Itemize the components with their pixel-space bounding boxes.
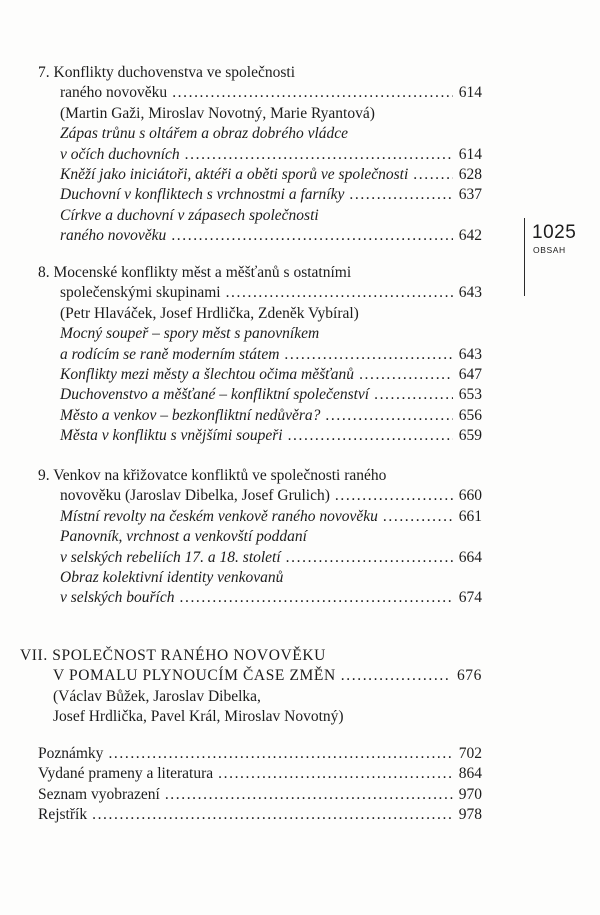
section-title: Venkov na křižovatce konfliktů ve společnosti raného [53,467,387,484]
leader-dots [180,588,453,608]
toc-entry: Seznam vyobrazení ..... 970 [38,785,482,805]
page-ref: 978 [458,806,482,824]
section-title-line [38,83,482,103]
toc-entry: Obraz kolektivní identity venkovanů [60,568,284,586]
page-ref: 676 [456,667,482,685]
section-title-line: společenskými skupinami ..... 643 [38,283,482,303]
leader-dots [218,764,453,784]
toc-entry: Mocný soupeř – spory měst s panovníkem [60,325,320,343]
section-title-line [38,466,482,486]
toc-entry: Místní revolty na českém venkově raného novověku ..... 661 [38,507,482,527]
toc-entry: Města v konfliktu s vnějšími soupeři ..... 659 [38,426,482,446]
toc-entry: a rodícím se raně moderním státem ..... 643 [38,345,482,365]
page-ref: 661 [458,507,482,525]
section-title-line [38,63,482,83]
leader-dots [341,666,451,686]
leader-dots [325,406,452,426]
page-ref: 643 [458,284,482,302]
page-ref: 660 [458,487,482,505]
chapter-title: SPOLEČNOST RANÉHO NOVOVĚKU [52,647,326,664]
leader-dots [185,145,453,165]
chapter-authors: Josef Hrdlička, Pavel Král, Miroslav Novotný) [53,708,344,726]
page-ref: 659 [458,427,482,445]
section-title: Mocenské konflikty měst a měšťanů s ostatními [53,264,352,281]
leader-dots [288,426,453,446]
page-ref: 970 [458,785,482,803]
leader-dots [383,507,453,527]
toc-entry: Konflikty mezi městy a šlechtou očima měšťanů ..... 647 [38,365,482,385]
toc-entry: v očích duchovních ..... 614 [38,145,482,165]
leader-dots [359,365,453,385]
toc-section-9 [38,466,482,609]
page-ref: 702 [458,745,482,762]
chapter-authors: (Václav Bůžek, Jaroslav Dibelka, [53,687,261,705]
page-number: 1025 [532,222,577,243]
page-ref: 637 [458,186,482,204]
page-marker-rule [524,218,525,296]
section-number: 7. [38,64,50,81]
page-ref: 614 [458,84,482,102]
page-ref: 643 [458,345,482,363]
toc-section-7 [38,63,482,247]
leader-dots [349,185,452,205]
toc-entry: Poznámky ..... 702 [38,744,482,764]
toc-section-8 [38,263,482,447]
section-authors: (Martin Gaži, Miroslav Novotný, Marie Ryantová) [60,104,375,122]
toc-entry: Vydané prameny a literatura ..... 864 [38,764,482,784]
leader-dots [171,226,452,246]
leader-dots [226,283,453,303]
toc-chapter-7 [20,646,482,728]
leader-dots [286,548,453,568]
toc-entry: v selských rebeliích 17. a 18. století ..... 664 [38,548,482,568]
page-ref: 647 [458,365,482,383]
toc-entry: Církve a duchovní v zápasech společnosti [60,206,319,224]
toc-entry: Duchovní v konfliktech s vrchnostmi a farníky ..... 637 [38,185,482,205]
leader-dots [413,165,452,185]
toc-entry: v selských bouřích ..... 674 [38,588,482,608]
section-number: 8. [38,264,50,281]
page-ref: 656 [458,406,482,424]
toc-entry: Duchovenstvo a měšťané – konfliktní společenství ..... 653 [38,385,482,405]
page-ref: 614 [458,145,482,163]
page-ref: 864 [458,765,482,783]
toc-entry: Rejstřík ..... 978 [38,805,482,825]
leader-dots [108,744,452,764]
page-ref: 642 [458,227,482,245]
page-ref: 653 [458,386,482,404]
toc-appendix [38,744,482,826]
chapter-title-line: V POMALU PLYNOUCÍM ČASE ZMĚN ..... 676 [20,666,482,686]
toc-entry: Kněží jako iniciátoři, aktéři a oběti sporů ve společnosti ..... 628 [38,165,482,185]
leader-dots [165,785,453,805]
section-authors: (Petr Hlaváček, Josef Hrdlička, Zdeněk Vybíral) [60,304,359,322]
toc-entry: raného novověku ..... 642 [38,226,482,246]
section-title-line: novověku (Jaroslav Dibelka, Josef Grulich) ..... 660 [38,486,482,506]
toc-entry: Město a venkov – bezkonfliktní nedůvěra? ..... 656 [38,406,482,426]
leader-dots [335,486,453,506]
leader-dots [92,805,453,825]
leader-dots [374,385,453,405]
chapter-number: VII. [20,647,48,664]
page-ref: 664 [458,548,482,566]
leader-dots [284,345,452,365]
leader-dots [172,83,453,103]
page-label: OBSAH [533,245,566,255]
section-title-cont: raného novověku [60,84,168,102]
section-title: Konflikty duchovenstva ve společnosti [53,64,295,81]
section-title-line [38,263,482,283]
toc-entry: Zápas trůnu s oltářem a obraz dobrého vládce [60,125,349,143]
chapter-title-line [20,646,482,666]
section-number: 9. [38,467,50,484]
page-ref: 628 [458,165,482,183]
page-ref: 674 [458,589,482,607]
toc-entry: Panovník, vrchnost a venkovští poddaní [60,528,307,546]
